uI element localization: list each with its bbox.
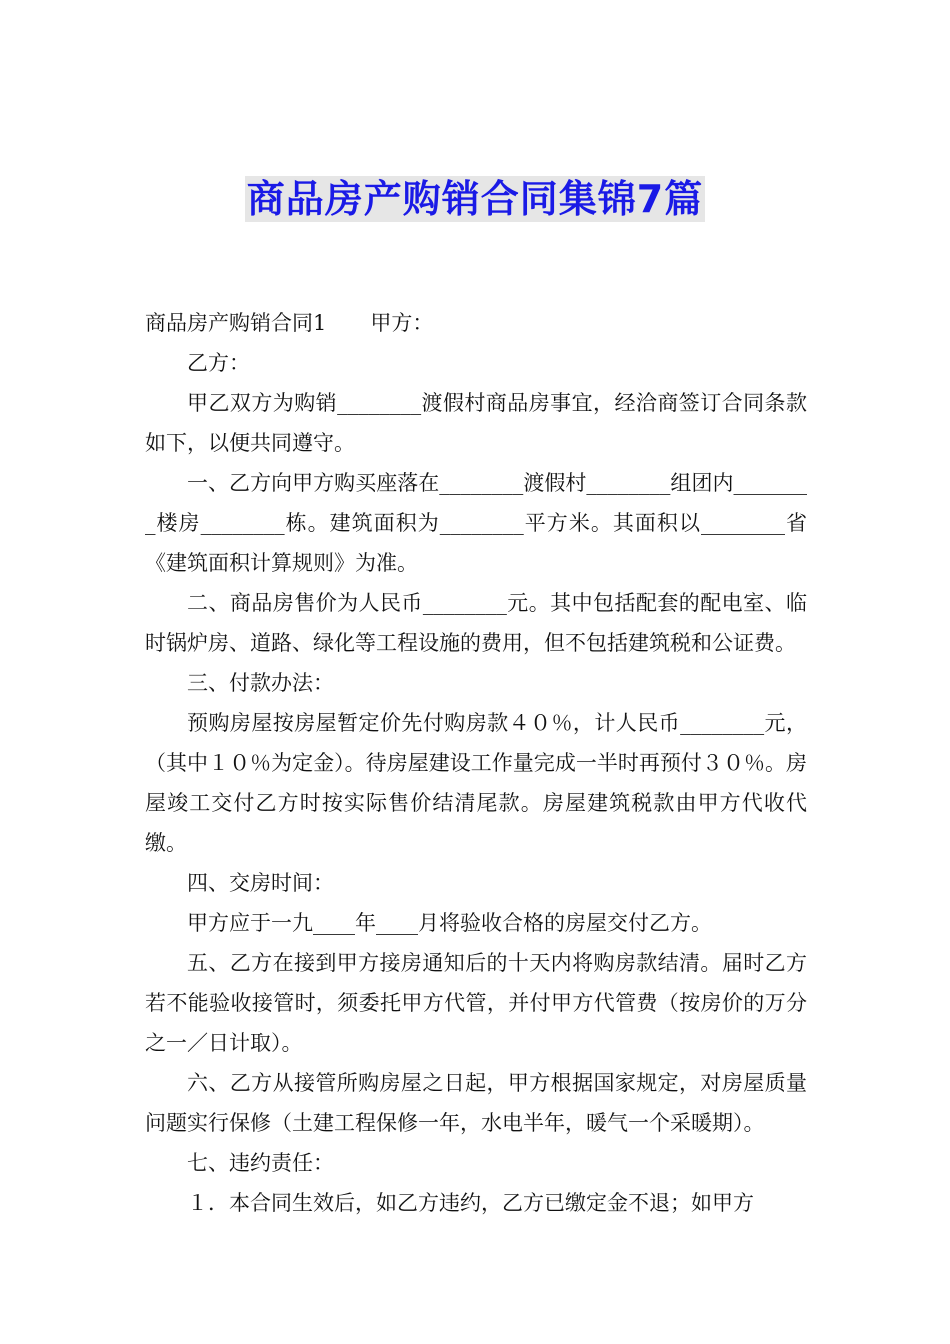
paragraph: 一、乙方向甲方购买座落在________渡假村________组团内________楼房________栋。建筑面积为________平方米。其面积以________省《建筑面积计算规则》为准。 (145, 471, 807, 575)
paragraph: 预购房屋按房屋暂定价先付购房款４０％，计人民币________元，（其中１０％为定金）。待房屋建设工作量完成一半时再预付３０％。房屋竣工交付乙方时按实际售价结清尾款。房屋建筑税款由甲方代收代缴。 (145, 711, 807, 855)
paragraph: 三、付款办法： (187, 671, 334, 695)
document-title: 商品房产购销合同集锦7篇 (246, 177, 704, 221)
paragraph: 二、商品房售价为人民币________元。其中包括配套的配电室、临时锅炉房、道路、绿化等工程设施的费用，但不包括建筑税和公证费。 (145, 591, 807, 655)
paragraph: 五、乙方在接到甲方接房通知后的十天内将购房款结清。届时乙方若不能验收接管时，须委托甲方代管，并付甲方代管费（按房价的万分之一／日计取）。 (145, 951, 807, 1055)
contract-heading: 商品房产购销合同1 (145, 311, 327, 335)
paragraph: 四、交房时间： (187, 871, 334, 895)
paragraph: 乙方： (187, 351, 250, 375)
party-a-label: 甲方： (370, 311, 434, 335)
title-block (0, 176, 950, 222)
paragraph: １．本合同生效后，如乙方违约，乙方已缴定金不退；如甲方 (187, 1191, 754, 1215)
paragraph: 六、乙方从接管所购房屋之日起，甲方根据国家规定，对房屋质量问题实行保修（土建工程保修一年，水电半年，暖气一个采暖期）。 (145, 1071, 807, 1135)
paragraph: 甲乙双方为购销________渡假村商品房事宜，经洽商签订合同条款如下，以便共同遵守。 (145, 391, 807, 455)
heading-line (145, 303, 807, 343)
document-body (145, 303, 807, 1223)
paragraph: 甲方应于一九____年____月将验收合格的房屋交付乙方。 (187, 911, 712, 935)
paragraph: 七、违约责任： (187, 1151, 334, 1175)
